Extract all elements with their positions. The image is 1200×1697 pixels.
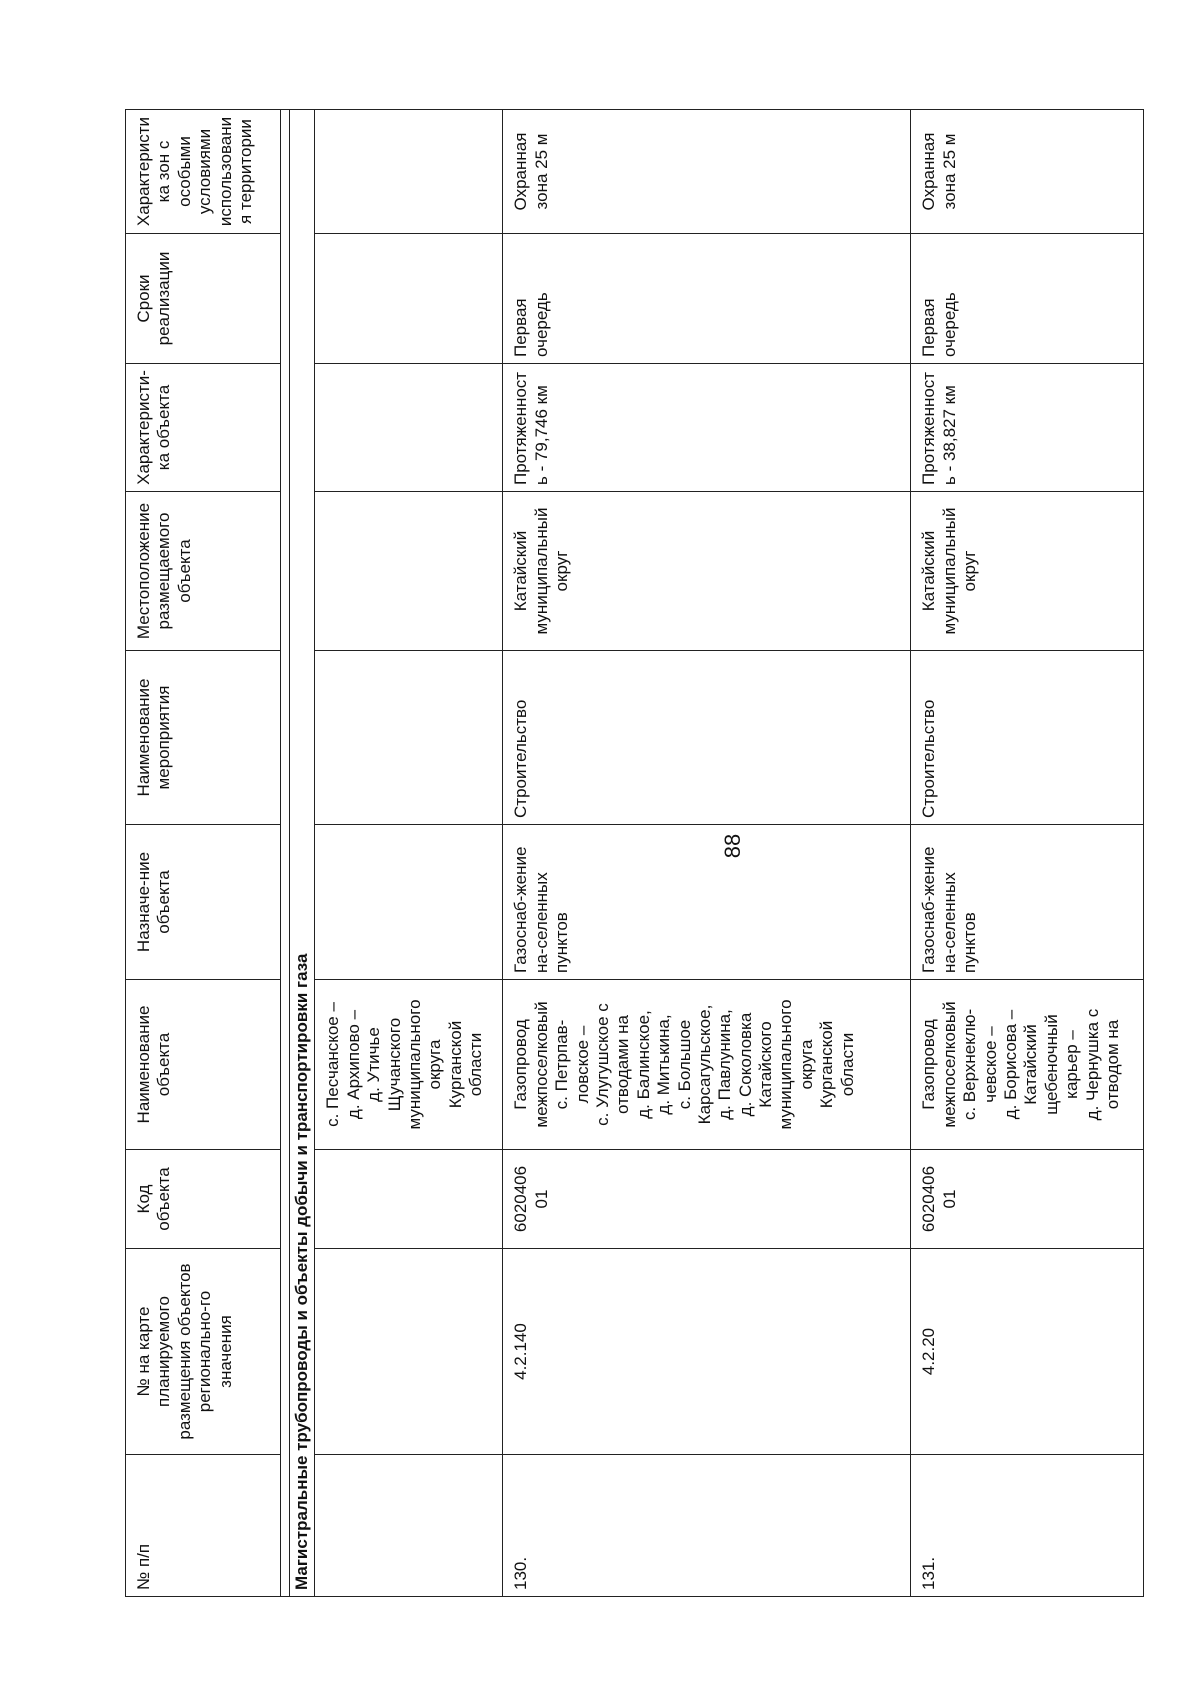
header-name: Наименование объекта [126, 980, 281, 1150]
header-num: № п/п [126, 1455, 281, 1597]
row-location: Катайский муниципальный округ [911, 492, 1144, 651]
row-purpose: Газоснаб-жение на-селенных пунктов [503, 825, 911, 980]
row-name: Газопровод межпоселковый с. Петрпав- ловское – с. Улугушское с отводами на д. Балинское, д. Митькина, с. Большое Карсагульское, д. Павлунина, д. Соколовка Катайского муниципального округа Курганской области [503, 980, 911, 1150]
header-purpose: Назначе-ние объекта [126, 825, 281, 980]
row-term: Первая очередь [911, 234, 1144, 364]
row-location: Катайский муниципальный округ [503, 492, 911, 651]
header-activity: Наименование мероприятия [126, 651, 281, 825]
row-activity: Строительство [911, 651, 1144, 825]
row-characteristic: Протяженность - 38,827 км [911, 364, 1144, 492]
header-characteristic: Характеристи-ка объекта [126, 364, 281, 492]
table-header-row [126, 110, 281, 1597]
table-row [911, 110, 1144, 1597]
header-map-no: № на карте планируемого размещения объектов регионально-го значения [126, 1249, 281, 1455]
row-num: 131. [911, 1455, 1144, 1597]
continuation-name: с. Песчанское – д. Архипово – д. Утичье Щучанского муниципального округа Курганской области [315, 980, 503, 1150]
row-zone: Охранная зона 25 м [911, 110, 1144, 234]
row-name: Газопровод межпоселковый с. Верхнеклю- чевское – д. Борисова – Катайский щебеночный карьер – д. Чернушка с отводом на [911, 980, 1144, 1150]
objects-table [125, 109, 1144, 1597]
header-zone: Характеристика зон с особыми условиями использования территории [126, 110, 281, 234]
page-number: 88 [720, 833, 745, 859]
header-location: Местоположение размещаемого объекта [126, 492, 281, 651]
table-row [503, 110, 911, 1597]
row-map-no: 4.2.140 [503, 1249, 911, 1455]
header-code: Код объекта [126, 1150, 281, 1249]
row-activity: Строительство [503, 651, 911, 825]
row-purpose: Газоснаб-жение на-селенных пунктов [911, 825, 1144, 980]
row-code: 6020406 01 [503, 1150, 911, 1249]
continuation-row [315, 110, 503, 1597]
spacer-row [281, 110, 290, 1597]
row-map-no: 4.2.20 [911, 1249, 1144, 1455]
rotated-table-wrapper [125, 110, 1127, 1597]
row-zone: Охранная зона 25 м [503, 110, 911, 234]
row-code: 6020406 01 [911, 1150, 1144, 1249]
row-term: Первая очередь [503, 234, 911, 364]
section-title: Магистральные трубопроводы и объекты добычи и транспортировки газа [290, 110, 315, 1597]
header-term: Сроки реализации [126, 234, 281, 364]
section-row [290, 110, 315, 1597]
row-characteristic: Протяженность - 79,746 км [503, 364, 911, 492]
row-num: 130. [503, 1455, 911, 1597]
